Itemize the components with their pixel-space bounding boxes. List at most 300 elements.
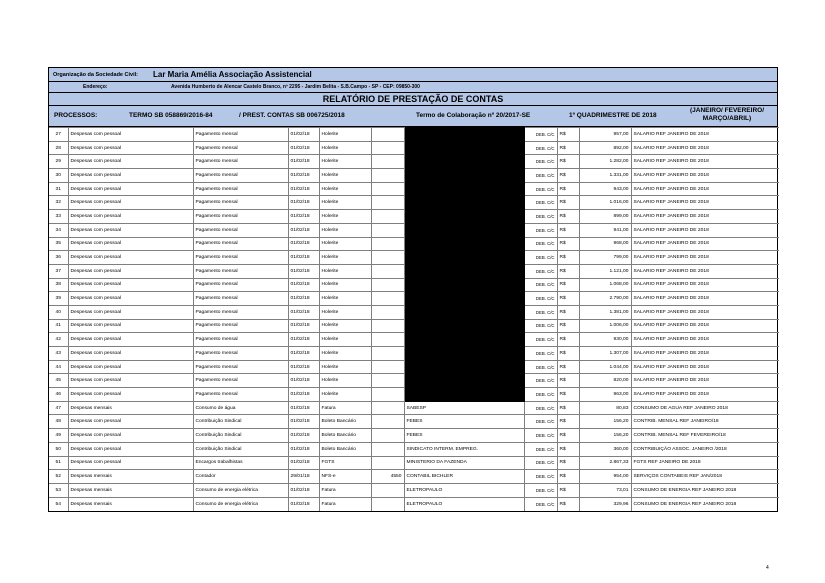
row-number: 41 xyxy=(49,319,68,333)
document-number xyxy=(371,456,404,470)
document-number xyxy=(371,305,404,319)
currency: R$ xyxy=(557,264,579,278)
expense-description: Pagamento mensal xyxy=(193,360,288,374)
table-row xyxy=(49,470,779,484)
expense-date: 01/02/18 xyxy=(288,305,319,319)
expense-date: 01/02/18 xyxy=(288,155,319,169)
currency: R$ xyxy=(557,196,579,210)
document-type: Holerite xyxy=(319,388,371,402)
page-number: 4 xyxy=(766,565,769,571)
document-type: Holerite xyxy=(319,251,371,265)
expense-description: Pagamento mensal xyxy=(193,319,288,333)
history: SALARIO REF JANEIRO DE 2018 xyxy=(631,196,779,210)
beneficiary xyxy=(404,169,524,183)
amount: 1.307,00 xyxy=(579,347,631,361)
history: SALARIO REF JANEIRO DE 2018 xyxy=(631,169,779,183)
document-number xyxy=(371,292,404,306)
expense-description: Pagamento mensal xyxy=(193,169,288,183)
expense-category: Despesas com pessoal xyxy=(68,251,193,265)
beneficiary xyxy=(404,264,524,278)
history: SALARIO REF JANEIRO DE 2018 xyxy=(631,333,779,347)
document-number xyxy=(371,388,404,402)
row-number: 40 xyxy=(49,305,68,319)
row-number: 51 xyxy=(49,456,68,470)
table-row xyxy=(49,251,779,265)
row-number: 33 xyxy=(49,210,68,224)
history: CONTRIBUIÇÃO ASSOC. JANEIRO /2018 xyxy=(631,442,779,456)
table-row xyxy=(49,128,779,142)
expense-description: Contribuição Sindical xyxy=(193,415,288,429)
history: SALARIO REF JANEIRO DE 2018 xyxy=(631,388,779,402)
document-number xyxy=(371,210,404,224)
organization-name: Lar Maria Amélia Associação Assistencial xyxy=(153,70,312,79)
history: SALARIO REF JANEIRO DE 2018 xyxy=(631,264,779,278)
payment-method: DEB. C/C xyxy=(524,347,557,361)
history: SALARIO REF JANEIRO DE 2018 xyxy=(631,237,779,251)
expense-description: Contador xyxy=(193,470,288,484)
document-type: Holerite xyxy=(319,182,371,196)
document-type: Holerite xyxy=(319,196,371,210)
termo-colaboracao: Termo de Colaboração nº 20/2017-SE xyxy=(416,112,531,119)
expense-date: 29/01/18 xyxy=(288,470,319,484)
expense-date: 01/02/18 xyxy=(288,415,319,429)
currency: R$ xyxy=(557,182,579,196)
row-number: 34 xyxy=(49,223,68,237)
amount: 156,20 xyxy=(579,429,631,443)
expense-description: Contribuição Sindical xyxy=(193,442,288,456)
document-number xyxy=(371,415,404,429)
amount: 2.790,00 xyxy=(579,292,631,306)
row-number: 30 xyxy=(49,169,68,183)
payment-method: DEB. C/C xyxy=(524,292,557,306)
document-type: Holerite xyxy=(319,292,371,306)
expense-date: 01/02/18 xyxy=(288,292,319,306)
currency: R$ xyxy=(557,442,579,456)
expense-category: Despesas mensais xyxy=(68,401,193,415)
table-row xyxy=(49,333,779,347)
document-number xyxy=(371,483,404,497)
beneficiary xyxy=(404,251,524,265)
history: SALARIO REF JANEIRO DE 2018 xyxy=(631,305,779,319)
expense-category: Despesas com pessoal xyxy=(68,374,193,388)
row-number: 53 xyxy=(49,483,68,497)
address-row xyxy=(49,82,777,93)
document-type: Holerite xyxy=(319,360,371,374)
expense-category: Despesas com pessoal xyxy=(68,319,193,333)
payment-method: DEB. C/C xyxy=(524,278,557,292)
expense-description: Pagamento mensal xyxy=(193,333,288,347)
document-number: 4550 xyxy=(371,470,404,484)
history: CONSUMO DE ENERGIA REF JANEIRO 2018 xyxy=(631,483,779,497)
row-number: 49 xyxy=(49,429,68,443)
table-row xyxy=(49,456,779,470)
expense-category: Despesas com pessoal xyxy=(68,347,193,361)
document-type: Holerite xyxy=(319,278,371,292)
table-row xyxy=(49,415,779,429)
amount: 1.121,00 xyxy=(579,264,631,278)
table-row xyxy=(49,305,779,319)
row-number: 42 xyxy=(49,333,68,347)
beneficiary: FEBES xyxy=(404,429,524,443)
beneficiary: CONTABIL BICHLER xyxy=(404,470,524,484)
amount: 799,00 xyxy=(579,251,631,265)
organization-label: Organização da Sociedade Civil: xyxy=(53,71,138,78)
amount: 1.381,00 xyxy=(579,305,631,319)
row-number: 38 xyxy=(49,278,68,292)
beneficiary: SABESP xyxy=(404,401,524,415)
document-type: Fatura xyxy=(319,401,371,415)
expense-date: 01/02/18 xyxy=(288,497,319,511)
amount: 1.282,00 xyxy=(579,155,631,169)
payment-method: DEB. C/C xyxy=(524,155,557,169)
row-number: 31 xyxy=(49,182,68,196)
expense-date: 01/02/18 xyxy=(288,278,319,292)
row-number: 47 xyxy=(49,401,68,415)
expense-category: Despesas com pessoal xyxy=(68,305,193,319)
beneficiary xyxy=(404,319,524,333)
payment-method: DEB. C/C xyxy=(524,401,557,415)
document-type: Holerite xyxy=(319,237,371,251)
report-title-row xyxy=(49,93,777,106)
beneficiary xyxy=(404,141,524,155)
document-type: Holerite xyxy=(319,210,371,224)
currency: R$ xyxy=(557,456,579,470)
beneficiary: ELETROPAULO xyxy=(404,497,524,511)
beneficiary xyxy=(404,237,524,251)
expense-description: Consumo de energia elétrica xyxy=(193,497,288,511)
history: SALARIO REF JANEIRO DE 2018 xyxy=(631,360,779,374)
amount: 360,00 xyxy=(579,442,631,456)
table-row xyxy=(49,347,779,361)
history: CONTRIB. MENSAL REF FEVEREIRO/18 xyxy=(631,429,779,443)
beneficiary xyxy=(404,196,524,210)
expense-category: Despesas com pessoal xyxy=(68,429,193,443)
expense-description: Pagamento mensal xyxy=(193,210,288,224)
expense-category: Despesas com pessoal xyxy=(68,264,193,278)
table-row xyxy=(49,374,779,388)
document-number xyxy=(371,497,404,511)
currency: R$ xyxy=(557,292,579,306)
payment-method: DEB. C/C xyxy=(524,128,557,142)
expense-date: 01/02/18 xyxy=(288,223,319,237)
expense-date: 01/02/18 xyxy=(288,141,319,155)
currency: R$ xyxy=(557,141,579,155)
document-type: Boleto Bancário xyxy=(319,429,371,443)
currency: R$ xyxy=(557,223,579,237)
expense-category: Despesas com pessoal xyxy=(68,128,193,142)
currency: R$ xyxy=(557,128,579,142)
row-number: 50 xyxy=(49,442,68,456)
payment-method: DEB. C/C xyxy=(524,333,557,347)
payment-method: DEB. C/C xyxy=(524,182,557,196)
document-number xyxy=(371,319,404,333)
amount: 943,00 xyxy=(579,182,631,196)
expense-category: Despesas com pessoal xyxy=(68,415,193,429)
payment-method: DEB. C/C xyxy=(524,237,557,251)
document-type: Holerite xyxy=(319,305,371,319)
expense-category: Despesas com pessoal xyxy=(68,278,193,292)
history: SALARIO REF JANEIRO DE 2018 xyxy=(631,182,779,196)
beneficiary xyxy=(404,347,524,361)
document-type: NFS-e xyxy=(319,470,371,484)
expense-date: 01/02/18 xyxy=(288,251,319,265)
beneficiary xyxy=(404,360,524,374)
document-number xyxy=(371,442,404,456)
amount: 1.016,00 xyxy=(579,196,631,210)
amount: 968,00 xyxy=(579,237,631,251)
table-row xyxy=(49,319,779,333)
expense-date: 01/02/18 xyxy=(288,182,319,196)
currency: R$ xyxy=(557,401,579,415)
beneficiary xyxy=(404,305,524,319)
table-row xyxy=(49,388,779,402)
expense-description: Pagamento mensal xyxy=(193,388,288,402)
payment-method: DEB. C/C xyxy=(524,483,557,497)
currency: R$ xyxy=(557,374,579,388)
row-number: 45 xyxy=(49,374,68,388)
currency: R$ xyxy=(557,278,579,292)
currency: R$ xyxy=(557,169,579,183)
expense-category: Despesas com pessoal xyxy=(68,223,193,237)
payment-method: DEB. C/C xyxy=(524,305,557,319)
document-number xyxy=(371,128,404,142)
expense-category: Despesas com pessoal xyxy=(68,182,193,196)
table-row xyxy=(49,442,779,456)
currency: R$ xyxy=(557,429,579,443)
payment-method: DEB. C/C xyxy=(524,319,557,333)
expense-description: Pagamento mensal xyxy=(193,278,288,292)
expense-date: 01/02/18 xyxy=(288,429,319,443)
document-number xyxy=(371,169,404,183)
report-title: RELATÓRIO DE PRESTAÇÃO DE CONTAS xyxy=(322,94,504,104)
beneficiary xyxy=(404,210,524,224)
expense-category: Despesas com pessoal xyxy=(68,333,193,347)
expense-date: 01/02/18 xyxy=(288,169,319,183)
payment-method: DEB. C/C xyxy=(524,415,557,429)
row-number: 52 xyxy=(49,470,68,484)
document-type: Boleto Bancário xyxy=(319,415,371,429)
expense-description: Pagamento mensal xyxy=(193,305,288,319)
history: SALARIO REF JANEIRO DE 2018 xyxy=(631,278,779,292)
beneficiary: FEBES xyxy=(404,415,524,429)
table-row xyxy=(49,497,779,511)
document-type: Fatura xyxy=(319,483,371,497)
beneficiary xyxy=(404,128,524,142)
termo-sb: TERMO SB 058869/2016-84 xyxy=(129,112,213,119)
expense-category: Despesas com pessoal xyxy=(68,237,193,251)
expense-description: Pagamento mensal xyxy=(193,374,288,388)
document-number xyxy=(371,264,404,278)
payment-method: DEB. C/C xyxy=(524,442,557,456)
expense-category: Despesas com pessoal xyxy=(68,456,193,470)
document-type: Fatura xyxy=(319,497,371,511)
amount: 329,96 xyxy=(579,497,631,511)
row-number: 39 xyxy=(49,292,68,306)
document-number xyxy=(371,347,404,361)
expense-category: Despesas com pessoal xyxy=(68,210,193,224)
payment-method: DEB. C/C xyxy=(524,497,557,511)
document-number xyxy=(371,223,404,237)
expense-category: Despesas com pessoal xyxy=(68,196,193,210)
amount: 957,00 xyxy=(579,128,631,142)
beneficiary xyxy=(404,223,524,237)
currency: R$ xyxy=(557,305,579,319)
currency: R$ xyxy=(557,360,579,374)
amount: 1.331,00 xyxy=(579,169,631,183)
row-number: 36 xyxy=(49,251,68,265)
amount: 899,00 xyxy=(579,210,631,224)
row-number: 27 xyxy=(49,128,68,142)
table-row xyxy=(49,429,779,443)
processes-label: PROCESSOS: xyxy=(54,112,98,119)
expense-date: 01/02/18 xyxy=(288,442,319,456)
expense-category: Despesas mensais xyxy=(68,470,193,484)
payment-method: DEB. C/C xyxy=(524,210,557,224)
expense-description: Pagamento mensal xyxy=(193,182,288,196)
history: SALARIO REF JANEIRO DE 2018 xyxy=(631,155,779,169)
expense-description: Pagamento mensal xyxy=(193,292,288,306)
history: SALARIO REF JANEIRO DE 2018 xyxy=(631,141,779,155)
document-number xyxy=(371,155,404,169)
table-row xyxy=(49,278,779,292)
expense-description: Pagamento mensal xyxy=(193,347,288,361)
beneficiary xyxy=(404,182,524,196)
table-row xyxy=(49,360,779,374)
expense-category: Despesas com pessoal xyxy=(68,169,193,183)
beneficiary xyxy=(404,155,524,169)
expense-rows xyxy=(49,128,779,511)
currency: R$ xyxy=(557,155,579,169)
address-label: Endereço: xyxy=(83,84,108,90)
beneficiary: ELETROPAULO xyxy=(404,483,524,497)
expense-date: 01/02/18 xyxy=(288,456,319,470)
expense-table xyxy=(49,127,779,511)
expense-description: Pagamento mensal xyxy=(193,251,288,265)
currency: R$ xyxy=(557,497,579,511)
history: SALARIO REF JANEIRO DE 2018 xyxy=(631,251,779,265)
row-number: 32 xyxy=(49,196,68,210)
document-number xyxy=(371,374,404,388)
expense-description: Pagamento mensal xyxy=(193,237,288,251)
expense-date: 01/02/18 xyxy=(288,319,319,333)
expense-category: Despesas com pessoal xyxy=(68,442,193,456)
amount: 73,01 xyxy=(579,483,631,497)
expense-date: 01/02/18 xyxy=(288,264,319,278)
table-row xyxy=(49,223,779,237)
expense-date: 01/02/18 xyxy=(288,237,319,251)
currency: R$ xyxy=(557,319,579,333)
document-type: Holerite xyxy=(319,374,371,388)
document-type: Holerite xyxy=(319,155,371,169)
amount: 1.006,00 xyxy=(579,319,631,333)
row-number: 44 xyxy=(49,360,68,374)
payment-method: DEB. C/C xyxy=(524,264,557,278)
currency: R$ xyxy=(557,388,579,402)
table-row xyxy=(49,210,779,224)
amount: 156,20 xyxy=(579,415,631,429)
expense-date: 01/02/18 xyxy=(288,210,319,224)
payment-method: DEB. C/C xyxy=(524,169,557,183)
expense-date: 01/02/18 xyxy=(288,360,319,374)
document-type: Holerite xyxy=(319,141,371,155)
payment-method: DEB. C/C xyxy=(524,456,557,470)
payment-method: DEB. C/C xyxy=(524,388,557,402)
document-number xyxy=(371,333,404,347)
history: SALARIO REF JANEIRO DE 2018 xyxy=(631,223,779,237)
document-type: Holerite xyxy=(319,347,371,361)
currency: R$ xyxy=(557,210,579,224)
document-number xyxy=(371,237,404,251)
expense-category: Despesas mensais xyxy=(68,483,193,497)
payment-method: DEB. C/C xyxy=(524,223,557,237)
row-number: 43 xyxy=(49,347,68,361)
currency: R$ xyxy=(557,470,579,484)
beneficiary xyxy=(404,388,524,402)
beneficiary xyxy=(404,292,524,306)
expense-description: Consumo de energia elétrica xyxy=(193,483,288,497)
history: SALARIO REF JANEIRO DE 2018 xyxy=(631,319,779,333)
expense-date: 01/02/18 xyxy=(288,128,319,142)
period xyxy=(677,107,777,123)
expense-category: Despesas com pessoal xyxy=(68,360,193,374)
currency: R$ xyxy=(557,347,579,361)
beneficiary: MINISTERIO DA FAZENDA xyxy=(404,456,524,470)
prest-contas: / PREST. CONTAS SB 006725/2018 xyxy=(239,112,345,119)
history: SALARIO REF JANEIRO DE 2018 xyxy=(631,210,779,224)
currency: R$ xyxy=(557,333,579,347)
table-row xyxy=(49,141,779,155)
period-line-2: MARÇO/ABRIL) xyxy=(702,115,752,122)
history: SALARIO REF JANEIRO DE 2018 xyxy=(631,128,779,142)
table-row xyxy=(49,169,779,183)
expense-category: Despesas com pessoal xyxy=(68,388,193,402)
currency: R$ xyxy=(557,415,579,429)
beneficiary xyxy=(404,374,524,388)
document-number xyxy=(371,141,404,155)
row-number: 54 xyxy=(49,497,68,511)
expense-category: Despesas com pessoal xyxy=(68,141,193,155)
payment-method: DEB. C/C xyxy=(524,374,557,388)
row-number: 37 xyxy=(49,264,68,278)
currency: R$ xyxy=(557,237,579,251)
currency: R$ xyxy=(557,251,579,265)
expense-description: Pagamento mensal xyxy=(193,223,288,237)
report-sheet xyxy=(48,67,778,512)
amount: 2.867,33 xyxy=(579,456,631,470)
table-row xyxy=(49,292,779,306)
expense-date: 01/02/18 xyxy=(288,483,319,497)
expense-date: 01/02/18 xyxy=(288,388,319,402)
amount: 941,00 xyxy=(579,223,631,237)
payment-method: DEB. C/C xyxy=(524,141,557,155)
document-number xyxy=(371,360,404,374)
expense-description: Pagamento mensal xyxy=(193,128,288,142)
beneficiary: SINDICATO INTERM. EMPREG. xyxy=(404,442,524,456)
expense-description: Contribuição Sindical xyxy=(193,429,288,443)
document-number xyxy=(371,196,404,210)
expense-description: Pagamento mensal xyxy=(193,155,288,169)
expense-date: 01/02/18 xyxy=(288,401,319,415)
history: SALARIO REF JANEIRO DE 2018 xyxy=(631,374,779,388)
history: CONTRIB. MENSAL REF JANEIRO/18 xyxy=(631,415,779,429)
document-type: FGTS xyxy=(319,456,371,470)
document-number xyxy=(371,278,404,292)
history: CONSUMO DE AGUA REF JANEIRO 2018 xyxy=(631,401,779,415)
payment-method: DEB. C/C xyxy=(524,196,557,210)
expense-date: 01/02/18 xyxy=(288,374,319,388)
payment-method: DEB. C/C xyxy=(524,429,557,443)
row-number: 35 xyxy=(49,237,68,251)
